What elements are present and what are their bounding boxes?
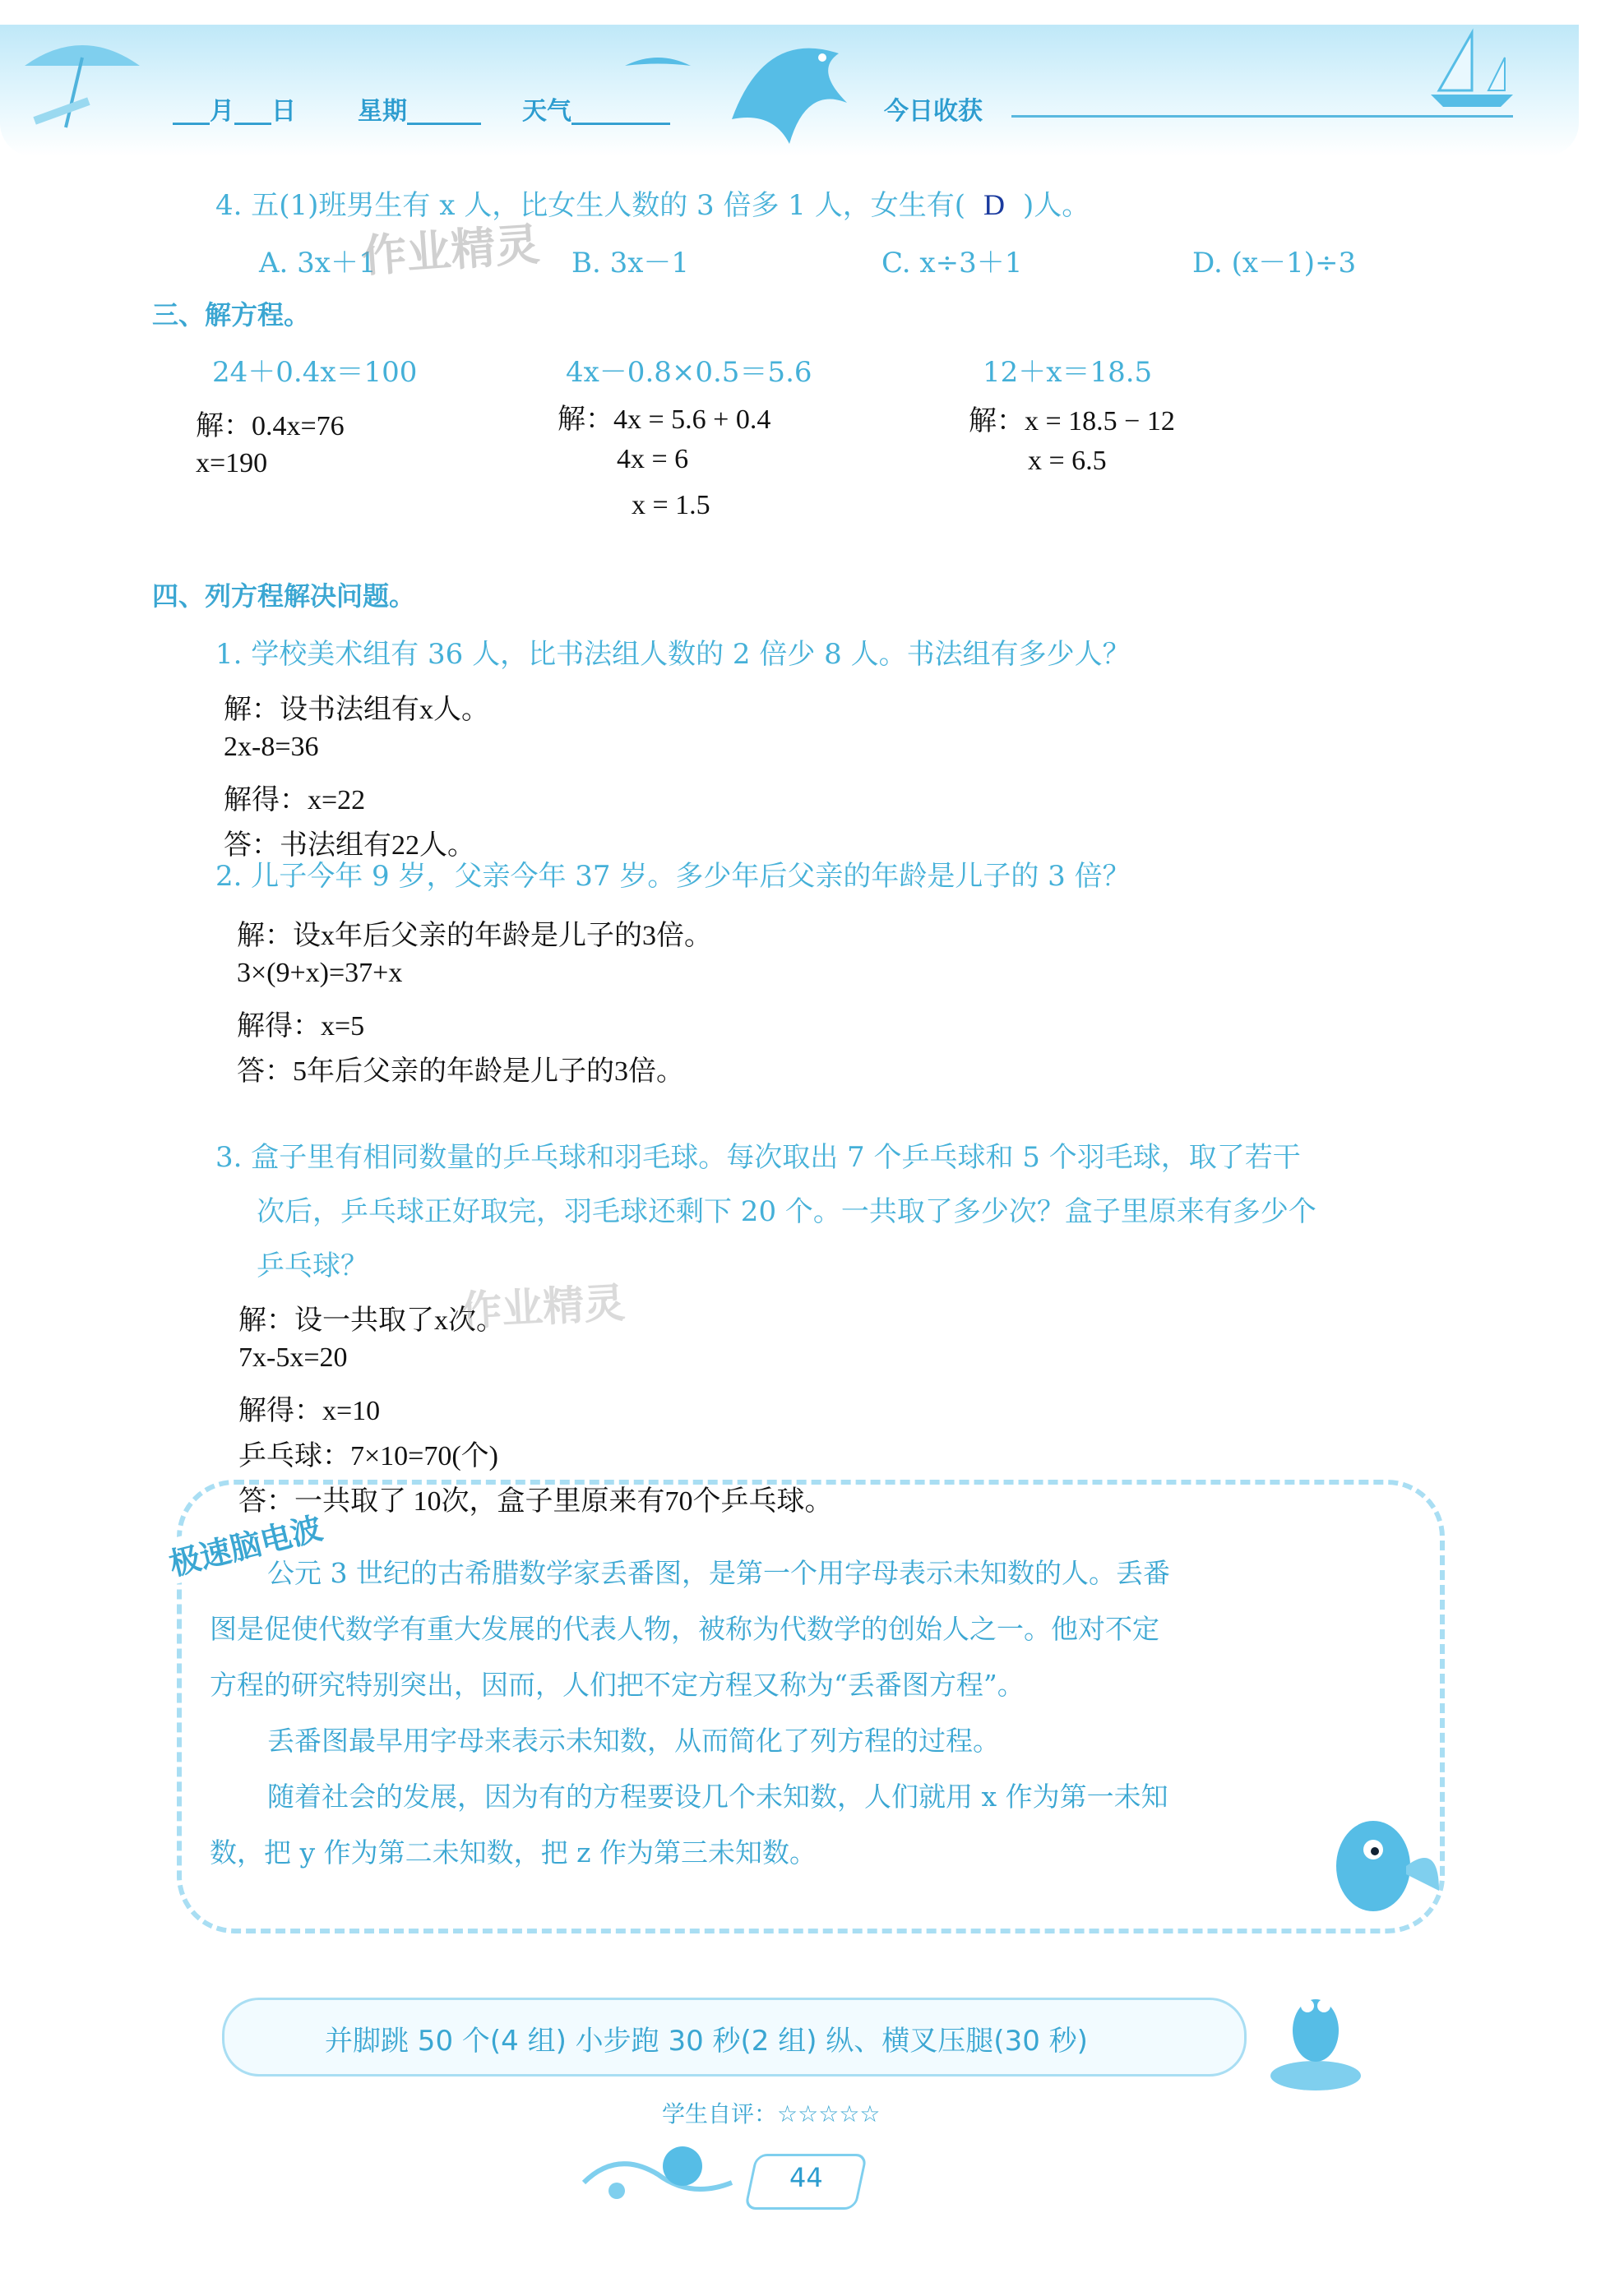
fish-mascot-icon	[1316, 1809, 1447, 1924]
option-d: D. (x－1)÷3	[1192, 247, 1357, 279]
solution-2-line-3: x = 1.5	[632, 490, 710, 520]
beach-umbrella-icon	[16, 33, 148, 132]
section-3-title: 三、解方程。	[152, 299, 311, 330]
problem-1-text: 1. 学校美术组有 36 人，比书法组人数的 2 倍少 8 人。书法组有多少人？	[215, 638, 1131, 671]
brain-line-6: 数，把 y 作为第二未知数，把 z 作为第三未知数。	[210, 1836, 817, 1869]
weekday-field: 星期______	[358, 97, 481, 126]
solution-1-line-1: 解：0.4x=76	[196, 411, 345, 441]
solution-3-line-1: 解：x = 18.5 − 12	[969, 406, 1175, 437]
harvest-line	[1011, 115, 1513, 118]
brain-line-2: 图是促使代数学有重大发展的代表人物，被称为代数学的创始人之一。他对不定	[210, 1613, 1159, 1645]
problem-3-answer-4: 乒乓球：7×10=70(个)	[238, 1441, 498, 1471]
problem-1-answer-3: 解得：x=22	[224, 785, 366, 815]
fast-brain-title: 极速脑电波	[157, 1501, 332, 1586]
equation-2: 4x－0.8×0.5＝5.6	[566, 356, 812, 389]
self-evaluation	[662, 2096, 881, 2129]
footer-fish-decoration-icon	[567, 2133, 757, 2224]
solution-2-line-2: 4x = 6	[617, 444, 689, 474]
problem-3-answer-3: 解得：x=10	[238, 1396, 381, 1426]
brain-line-5: 随着社会的发展，因为有的方程要设几个未知数，人们就用 x 作为第一未知	[267, 1781, 1168, 1813]
problem-1-answer-1: 解：设书法组有x人。	[224, 695, 489, 725]
problem-3-answer-5: 答：一共取了 10次，盒子里原来有70个乒乓球。	[238, 1486, 833, 1517]
star-rating[interactable]: ☆☆☆☆☆	[777, 2100, 881, 2127]
question-4-stem: 4. 五(1)班男生有 x 人，比女生人数的 3 倍多 1 人，女生有( D )人。	[215, 188, 1090, 222]
header-banner	[0, 25, 1579, 156]
page-number: 44	[789, 2162, 823, 2193]
weather-field: 天气________	[522, 97, 670, 126]
option-c: C. x÷3＋1	[881, 247, 1023, 279]
solution-1-line-2: x=190	[196, 448, 268, 478]
brain-line-4: 丢番图最早用字母来表示未知数，从而简化了列方程的过程。	[267, 1725, 1000, 1757]
watermark: 作业精灵	[459, 1278, 627, 1336]
problem-2-answer-1: 解：设x年后父亲的年龄是儿子的3倍。	[237, 921, 712, 951]
watermark: 作业精灵	[360, 218, 542, 283]
equation-3: 12＋x＝18.5	[983, 356, 1153, 389]
option-b: B. 3x－1	[571, 247, 690, 279]
problem-3-text-1: 3. 盒子里有相同数量的乒乓球和羽毛球。每次取出 7 个乒乓球和 5 个羽毛球，取了若干	[215, 1141, 1301, 1174]
date-field: ___月___日	[173, 97, 296, 126]
solution-3-line-2: x = 6.5	[1028, 446, 1107, 476]
dolphin-icon	[715, 21, 880, 152]
problem-3-answer-1: 解：设一共取了x次。	[238, 1305, 504, 1336]
problem-1-answer-4: 答：书法组有22人。	[224, 830, 475, 861]
problem-1-answer-2: 2x-8=36	[224, 732, 319, 762]
equation-1: 24＋0.4x＝100	[212, 356, 418, 389]
bird-icon	[625, 49, 691, 82]
option-a: A. 3x＋1	[259, 247, 377, 279]
problem-3-text-3: 乒乓球？	[257, 1250, 368, 1282]
sailboat-icon	[1414, 25, 1529, 115]
section-4-title: 四、列方程解决问题。	[152, 580, 416, 612]
frog-on-lilypad-icon	[1266, 1973, 1365, 2096]
brain-line-3: 方程的研究特别突出，因而，人们把不定方程又称为“丢番图方程”。	[210, 1669, 1025, 1701]
self-eval-label: 学生自评：	[662, 2100, 778, 2127]
solution-2-line-1: 解：4x = 5.6 + 0.4	[558, 404, 771, 435]
exercise-text: 并脚跳 50 个(4 组) 小步跑 30 秒(2 组) 纵、横叉压腿(30 秒)	[325, 2025, 1088, 2058]
problem-2-answer-4: 答：5年后父亲的年龄是儿子的3倍。	[237, 1056, 684, 1087]
problem-2-answer-2: 3×(9+x)=37+x	[237, 958, 403, 988]
problem-3-answer-2: 7x-5x=20	[238, 1342, 348, 1373]
problem-2-text: 2. 儿子今年 9 岁，父亲今年 37 岁。多少年后父亲的年龄是儿子的 3 倍？	[215, 860, 1131, 893]
brain-line-1: 公元 3 世纪的古希腊数学家丢番图，是第一个用字母表示未知数的人。丢番	[267, 1557, 1170, 1589]
question-4-answer: D	[983, 188, 1005, 221]
harvest-label: 今日收获	[884, 97, 983, 126]
problem-3-text-2: 次后，乒乓球正好取完，羽毛球还剩下 20 个。一共取了多少次？盒子里原来有多少个	[257, 1195, 1316, 1228]
problem-2-answer-3: 解得：x=5	[237, 1011, 365, 1042]
